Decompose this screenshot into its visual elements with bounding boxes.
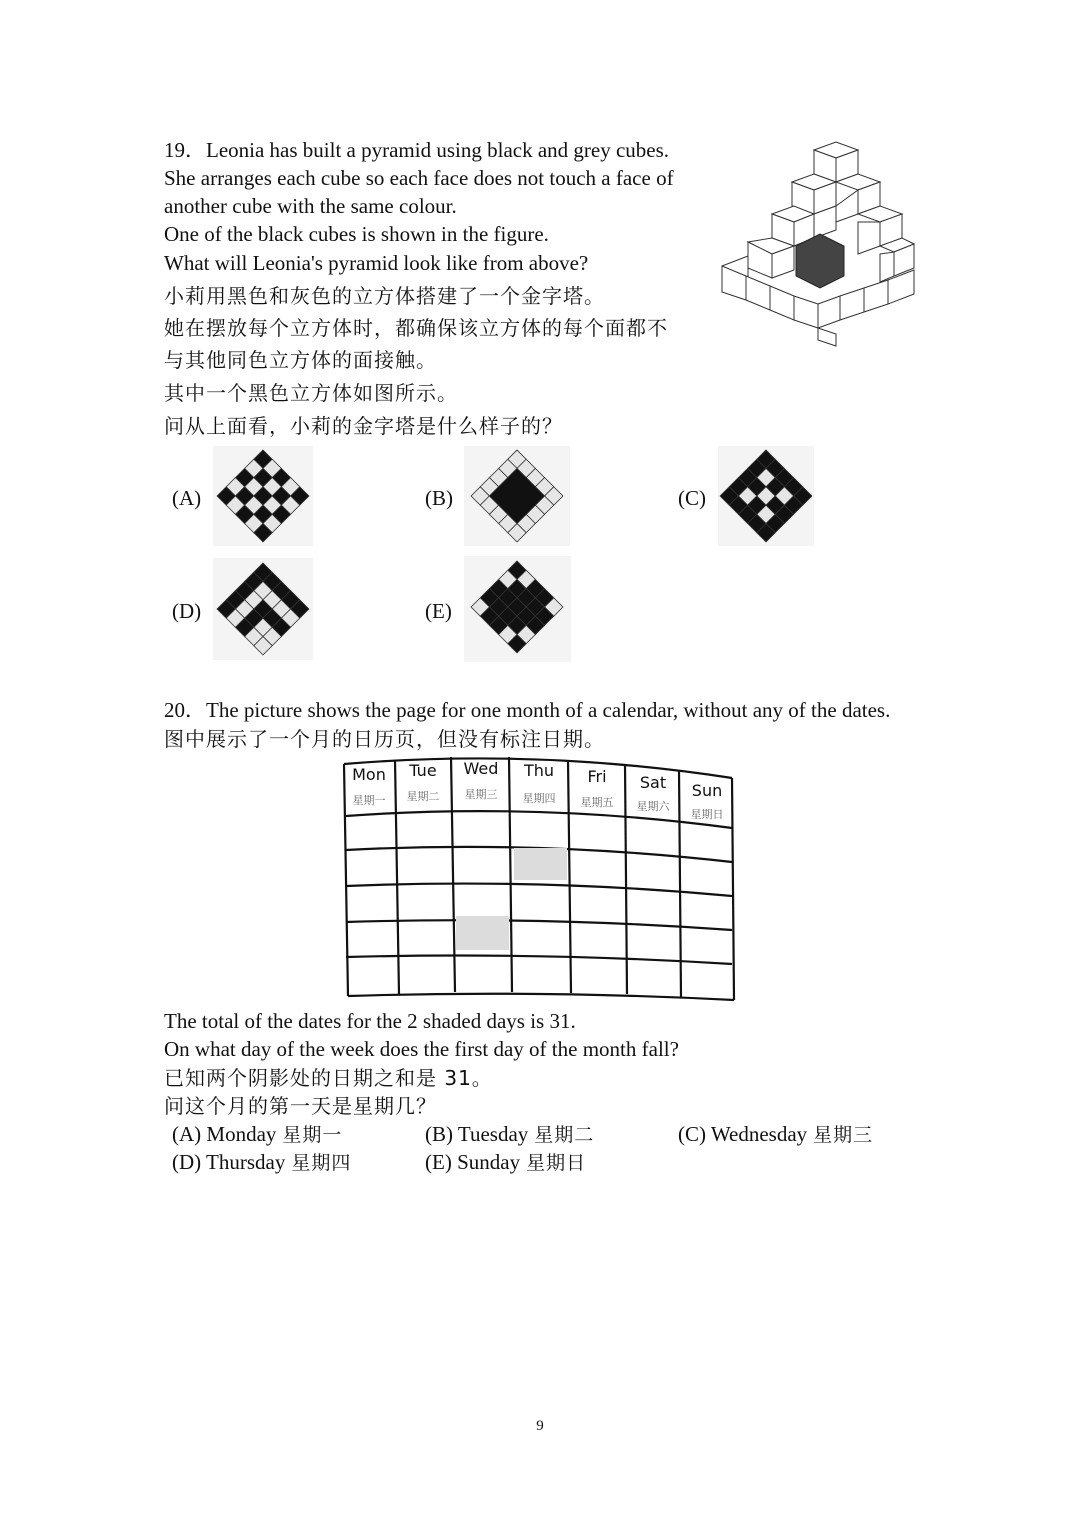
calendar-day-wed: Wed [463, 759, 499, 778]
q19-text-line-4: One of the black cubes is shown in the figure. [164, 222, 549, 246]
answer-a[interactable] [172, 1120, 342, 1149]
q19-text-line-1: 19．Leonia has built a pyramid using black and grey cubes. [164, 138, 670, 162]
calendar-day-fri-zh: 星期五 [580, 796, 614, 809]
answer-a-zh: 星期一 [282, 1124, 343, 1146]
calendar-day-sat-zh: 星期六 [636, 800, 670, 813]
option-e-figure[interactable] [464, 556, 571, 662]
answer-d[interactable] [172, 1148, 351, 1177]
q19-zh-line-3: 与其他同色立方体的面接触。 [164, 348, 437, 372]
calendar-day-mon: Mon [352, 765, 386, 784]
answer-b[interactable] [425, 1120, 594, 1149]
option-a-label: (A) [172, 486, 202, 510]
q20-zh-line-3: 问这个月的第一天是星期几？ [164, 1094, 437, 1118]
calendar-day-thu-zh: 星期四 [522, 792, 556, 805]
q19-text-line-2: She arranges each cube so each face does not touch a face of [164, 166, 674, 190]
q19-text-line-3: another cube with the same colour. [164, 194, 457, 218]
q20-zh-line-1: 图中展示了一个月的日历页，但没有标注日期。 [164, 727, 605, 751]
shaded-cell-thu [514, 848, 567, 880]
option-d-label: (D) [172, 599, 202, 623]
answer-b-label: (B) Tuesday [425, 1122, 529, 1146]
option-b-label: (B) [425, 486, 453, 510]
answer-c[interactable] [678, 1120, 873, 1149]
option-d-figure[interactable] [213, 558, 313, 660]
q20-text-line-3: On what day of the week does the first day of the month fall? [164, 1037, 679, 1061]
q20-text-line-1: 20．The picture shows the page for one month of a calendar, without any of the dates. [164, 698, 891, 722]
calendar-day-sun-zh: 星期日 [690, 808, 724, 821]
answer-b-zh: 星期二 [534, 1124, 595, 1146]
calendar-day-wed-zh: 星期三 [464, 788, 498, 801]
answer-e[interactable] [425, 1148, 586, 1177]
q19-text-line-5: What will Leonia's pyramid look like from above? [164, 251, 589, 275]
calendar-day-mon-zh: 星期一 [352, 794, 386, 807]
option-c-figure[interactable] [718, 446, 814, 546]
black-cube [796, 234, 844, 288]
calendar-day-sun: Sun [691, 781, 723, 800]
q19-zh-line-4: 其中一个黑色立方体如图所示。 [164, 381, 458, 405]
q19-zh-line-2: 她在摆放每个立方体时，都确保该立方体的每个面都不 [164, 316, 668, 340]
q19-zh-line-5: 问从上面看，小莉的金字塔是什么样子的？ [164, 414, 563, 438]
calendar-day-tue-zh: 星期二 [406, 790, 440, 803]
option-a-figure[interactable] [213, 446, 313, 546]
answer-a-label: (A) Monday [172, 1122, 277, 1146]
answer-d-zh: 星期四 [291, 1152, 352, 1174]
option-c-label: (C) [678, 486, 706, 510]
answer-d-label: (D) Thursday [172, 1150, 286, 1174]
answer-e-label: (E) Sunday [425, 1150, 521, 1174]
calendar-day-thu: Thu [523, 761, 555, 780]
page-number: 9 [536, 1418, 544, 1434]
pyramid-figure [718, 138, 918, 350]
calendar-day-sat: Sat [639, 773, 667, 792]
calendar-day-fri: Fri [587, 767, 607, 786]
answer-c-zh: 星期三 [813, 1124, 874, 1146]
q20-zh-line-2: 已知两个阴影处的日期之和是 31。 [164, 1066, 493, 1090]
calendar-figure [338, 752, 740, 1004]
q20-text-line-2: The total of the dates for the 2 shaded days is 31. [164, 1009, 576, 1033]
shaded-cell-wed [456, 916, 509, 950]
q19-zh-line-1: 小莉用黑色和灰色的立方体搭建了一个金字塔。 [164, 284, 605, 308]
option-b-figure[interactable] [464, 446, 570, 546]
option-e-label: (E) [425, 599, 452, 623]
answer-c-label: (C) Wednesday [678, 1122, 808, 1146]
answer-e-zh: 星期日 [526, 1152, 587, 1174]
calendar-day-tue: Tue [409, 761, 437, 780]
